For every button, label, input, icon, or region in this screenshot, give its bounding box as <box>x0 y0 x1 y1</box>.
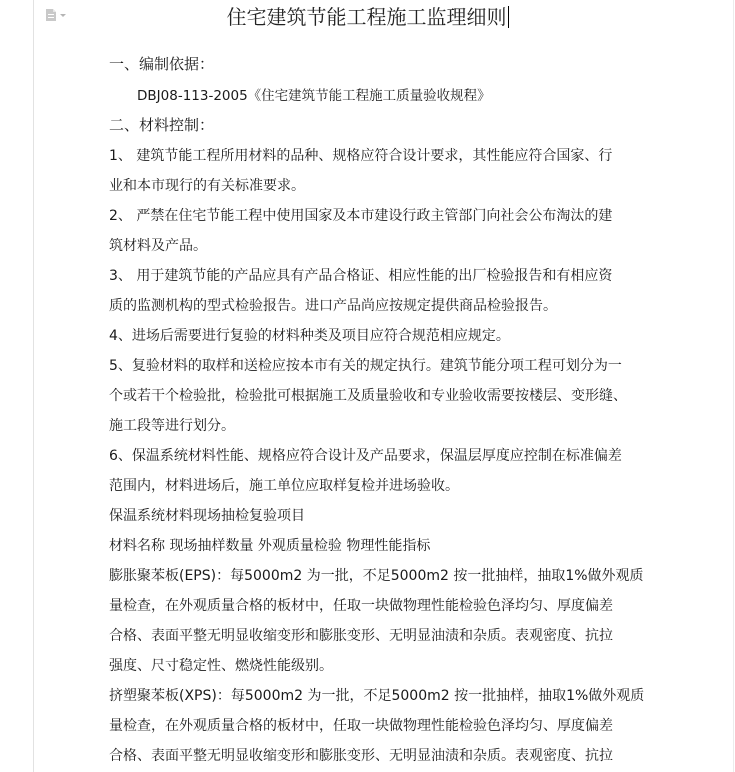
section-heading-materials: 二、材料控制： <box>109 116 215 134</box>
paragraph-line: 3、 用于建筑节能的产品应具有产品合格证、相应性能的出厂检验报告和有相应资 <box>109 268 613 284</box>
reference-standard: DBJ08-113-2005《住宅建筑节能工程施工质量验收规程》 <box>137 88 491 104</box>
paragraph-line: 5、复验材料的取样和送检应按本市有关的规定执行。建筑节能分项工程可划分为一 <box>109 358 622 374</box>
text-caret <box>508 6 509 28</box>
document-title[interactable]: 住宅建筑节能工程施工监理细则 <box>226 5 507 29</box>
page-right-edge <box>733 0 734 772</box>
paragraph-line: 材料名称 现场抽样数量 外观质量检验 物理性能指标 <box>109 538 431 554</box>
paragraph-line: 质的监测机构的型式检验报告。进口产品尚应按规定提供商品检验报告。 <box>109 298 557 314</box>
paragraph-line: 保温系统材料现场抽检复验项目 <box>109 508 305 524</box>
paragraph-line: 强度、尺寸稳定性、燃烧性能级别。 <box>109 658 333 674</box>
paragraph-line: 业和本市现行的有关标准要求。 <box>109 178 305 194</box>
paragraph-line: 施工段等进行划分。 <box>109 418 235 434</box>
paragraph-line: 个或若干个检验批，检验批可根据施工及质量验收和专业验收需要按楼层、变形缝、 <box>109 388 627 404</box>
paragraph-line: 1、 建筑节能工程所用材料的品种、规格应符合设计要求，其性能应符合国家、行 <box>109 148 613 164</box>
paragraph-line: 范围内，材料进场后，施工单位应取样复检并进场验收。 <box>109 478 459 494</box>
page-left-edge <box>33 0 34 772</box>
section-heading-basis: 一、编制依据： <box>109 55 215 73</box>
paragraph-line: 量检查，在外观质量合格的板材中，任取一块做物理性能检验色泽均匀、厚度偏差 <box>109 598 613 614</box>
paragraph-line: 膨胀聚苯板(EPS)：每5000m2 为一批，不足5000m2 按一批抽样，抽取1%做外观质 <box>109 568 644 584</box>
paragraph-line: 4、进场后需要进行复验的材料种类及项目应符合规范相应规定。 <box>109 328 510 344</box>
paragraph-line: 6、保温系统材料性能、规格应符合设计及产品要求，保温层厚度应控制在标准偏差 <box>109 448 622 464</box>
paragraph-line: 2、 严禁在住宅节能工程中使用国家及本市建设行政主管部门向社会公布淘汰的建 <box>109 208 613 224</box>
paragraph-line: 筑材料及产品。 <box>109 238 207 254</box>
paragraph-line: 量检查，在外观质量合格的板材中，任取一块做物理性能检验色泽均匀、厚度偏差 <box>109 718 613 734</box>
paragraph-line: 挤塑聚苯板(XPS)：每5000m2 为一批，不足5000m2 按一批抽样，抽取1%做外观质 <box>109 688 645 704</box>
paragraph-line: 合格、表面平整无明显收缩变形和膨胀变形、无明显油渍和杂质。表观密度、抗拉 <box>109 628 613 644</box>
paragraph-line: 合格、表面平整无明显收缩变形和膨胀变形、无明显油渍和杂质。表观密度、抗拉 <box>109 748 613 764</box>
